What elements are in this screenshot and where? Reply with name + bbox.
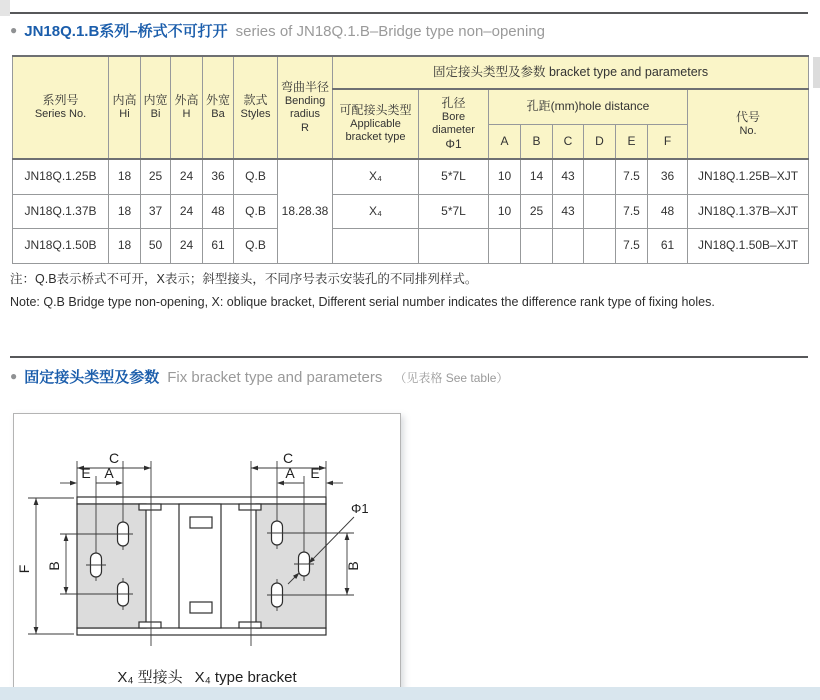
header-hi-zh: 内高 (112, 93, 137, 108)
dim-label-b-left: B (46, 561, 62, 571)
header-code-en: No. (739, 124, 757, 137)
header-series-zh: 系列号 (42, 93, 79, 108)
page-edge-artifact (813, 57, 820, 88)
dim-label-c-left: C (108, 450, 120, 466)
cell-b (521, 228, 553, 263)
dim-label-c-right: C (282, 450, 294, 466)
header-h-en: H (182, 108, 191, 121)
header-ba-en: Ba (211, 108, 225, 121)
cell-h: 24 (171, 159, 203, 194)
header-applicable-en1: Applicable (350, 117, 401, 130)
cell-bracket-type (333, 228, 419, 263)
header-hi-en: Hi (119, 108, 130, 121)
col-header-hi (109, 56, 141, 159)
header-bore-symbol: Φ1 (445, 137, 462, 152)
section-divider (10, 12, 808, 14)
page-edge-artifact (0, 0, 10, 16)
cell-series: JN18Q.1.25B (13, 159, 109, 194)
header-bore-en: Bore diameter (432, 110, 475, 136)
cell-series: JN18Q.1.50B (13, 228, 109, 263)
drawing-caption (14, 666, 400, 687)
cell-c: 43 (553, 159, 584, 194)
table-row (13, 159, 809, 194)
cell-f: 61 (648, 228, 688, 263)
group-header-en: bracket type and parameters (548, 64, 709, 79)
col-header-styles (234, 56, 278, 159)
cell-hi: 18 (109, 159, 141, 194)
header-h-zh: 外高 (174, 93, 199, 108)
cell-d (584, 228, 616, 263)
cell-bracket-type: X₄ (333, 194, 419, 228)
section2-see-table: （见表格 See table） (394, 371, 509, 385)
dim-label-a-left: A (104, 465, 114, 481)
cell-h: 24 (171, 228, 203, 263)
cell-e: 7.5 (616, 159, 648, 194)
header-bore-zh: 孔径 (441, 95, 466, 110)
cell-e: 7.5 (616, 194, 648, 228)
cell-f: 48 (648, 194, 688, 228)
col-header-F: F (648, 124, 688, 159)
bullet-icon: ● (10, 23, 18, 37)
header-bending-en3: R (301, 121, 309, 134)
cell-series: JN18Q.1.37B (13, 194, 109, 228)
cell-a: 10 (489, 194, 521, 228)
col-header-A: A (489, 124, 521, 159)
dim-label-e-left: E (81, 465, 91, 481)
cell-c (553, 228, 584, 263)
cell-hi: 18 (109, 194, 141, 228)
cell-bore: 5*7L (419, 159, 489, 194)
header-hole-distance: 孔距(mm)hole distance (526, 99, 650, 114)
cell-ba: 48 (203, 194, 234, 228)
header-bending-en1: Bending (284, 94, 326, 107)
cell-b: 25 (521, 194, 553, 228)
header-series-en: Series No. (34, 108, 87, 121)
cell-ba: 36 (203, 159, 234, 194)
page-bottom-band (0, 687, 820, 700)
cell-code: JN18Q.1.50B–XJT (688, 228, 809, 263)
table-row (13, 194, 809, 228)
cell-code: JN18Q.1.25B–XJT (688, 159, 809, 194)
cell-bracket-type: X₄ (333, 159, 419, 194)
cell-d (584, 194, 616, 228)
dim-label-phi1: Φ1 (351, 501, 369, 516)
cell-a: 10 (489, 159, 521, 194)
cell-style: Q.B (234, 159, 278, 194)
header-applicable-en2: bracket type (345, 131, 406, 144)
section1-title-zh: JN18Q.1.B系列–桥式不可打开 (24, 23, 228, 40)
note-zh: 注：Q.B表示桥式不可开，X表示；斜型接头，不同序号表示安装孔的不同排列样式。 (10, 272, 478, 286)
section1-title-en: series of JN18Q.1.B–Bridge type non–opening (235, 23, 546, 40)
header-styles-en: Styles (240, 108, 271, 121)
section1-title (10, 20, 545, 41)
dim-label-f: F (16, 564, 32, 574)
cell-bi: 37 (141, 194, 171, 228)
cell-style: Q.B (234, 194, 278, 228)
col-header-applicable-bracket (333, 89, 419, 159)
col-header-bi (141, 56, 171, 159)
spec-table (12, 55, 809, 264)
cell-bore (419, 228, 489, 263)
header-ba-zh: 外宽 (205, 93, 230, 108)
header-bi-en: Bi (150, 108, 161, 121)
header-code-zh: 代号 (736, 109, 761, 124)
table-row (13, 228, 809, 263)
cell-code: JN18Q.1.37B–XJT (688, 194, 809, 228)
header-bending-en2: radius (290, 108, 320, 121)
cell-h: 24 (171, 194, 203, 228)
col-header-series (13, 56, 109, 159)
cell-b: 14 (521, 159, 553, 194)
bullet-icon: ● (10, 369, 18, 383)
dim-label-a-right: A (285, 465, 295, 481)
group-header-zh: 固定接头类型及参数 (432, 64, 546, 79)
drawing-caption-zh: X₄ 型接头 (117, 669, 183, 686)
cell-e: 7.5 (616, 228, 648, 263)
section2-title-en: Fix bracket type and parameters (167, 369, 383, 386)
header-applicable-zh: 可配接头类型 (339, 103, 412, 118)
section2-title-zh: 固定接头类型及参数 (24, 369, 160, 386)
cell-ba: 61 (203, 228, 234, 263)
section-divider (10, 356, 808, 358)
bracket-diagram (14, 414, 400, 656)
col-header-D: D (584, 124, 616, 159)
cell-c: 43 (553, 194, 584, 228)
col-header-C: C (553, 124, 584, 159)
header-styles-zh: 款式 (243, 93, 268, 108)
col-header-bore-diameter (419, 89, 489, 159)
header-bi-zh: 内宽 (143, 93, 168, 108)
header-bending-zh: 弯曲半径 (280, 80, 329, 95)
cell-d (584, 159, 616, 194)
cell-a (489, 228, 521, 263)
col-header-bending-radius (278, 56, 333, 159)
dim-label-b-right: B (345, 561, 361, 571)
bracket-drawing (13, 413, 401, 695)
notes (10, 268, 715, 314)
note-en: Note: Q.B Bridge type non-opening, X: oblique bracket, Different serial number indicates the difference rank type of fixing holes. (10, 295, 715, 309)
cell-bi: 50 (141, 228, 171, 263)
col-header-code (688, 89, 809, 159)
group-header-bracket-parameters (333, 56, 809, 89)
col-header-E: E (616, 124, 648, 159)
section2-title (10, 366, 508, 387)
cell-bi: 25 (141, 159, 171, 194)
col-header-B: B (521, 124, 553, 159)
col-header-ba (203, 56, 234, 159)
cell-style: Q.B (234, 228, 278, 263)
cell-hi: 18 (109, 228, 141, 263)
dim-label-e-right: E (310, 465, 320, 481)
col-header-h (171, 56, 203, 159)
col-header-hole-distance (489, 89, 688, 124)
drawing-caption-en: X₄ type bracket (194, 669, 297, 686)
cell-f: 36 (648, 159, 688, 194)
cell-bore: 5*7L (419, 194, 489, 228)
cell-bending-radius: 18.28.38 (278, 159, 333, 263)
